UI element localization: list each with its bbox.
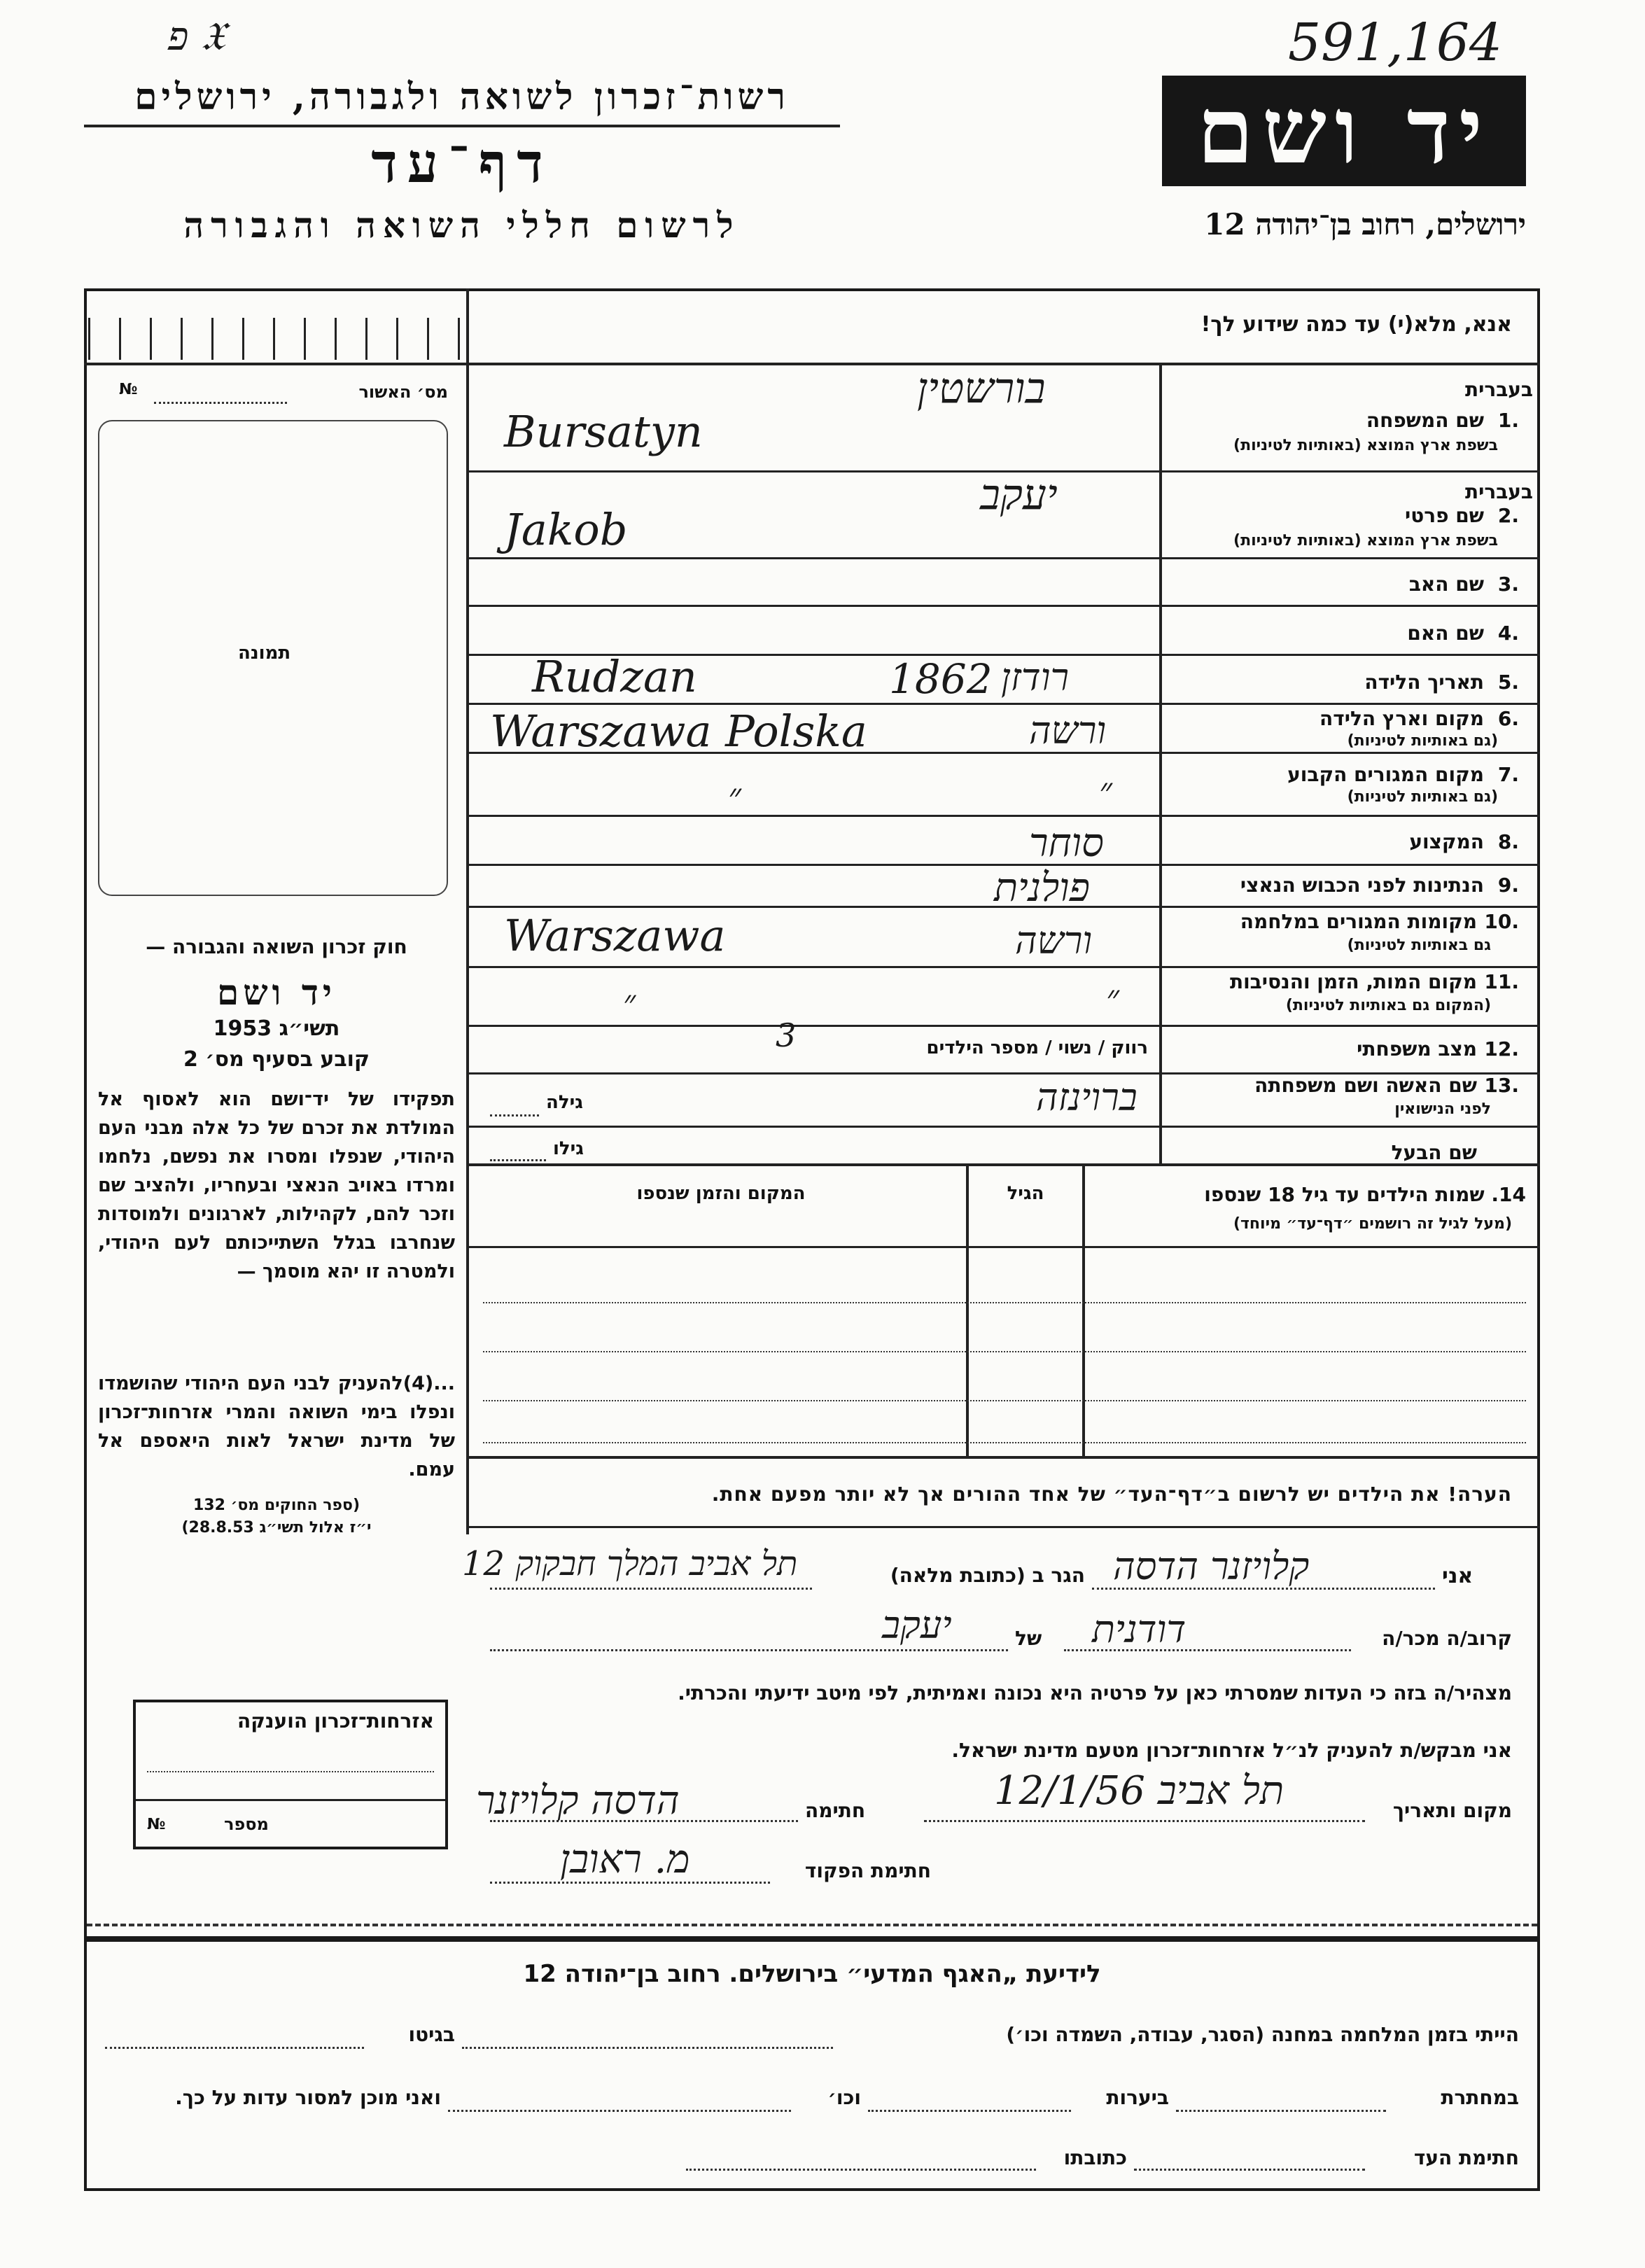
bottom-line1-a: הייתי בזמן המלחמה במחנה (הסגר, עבודה, השמדה וכו׳) xyxy=(1006,2023,1519,2046)
children-section-label: 14. שמות הילדים עד גיל 18 שנספו xyxy=(1204,1183,1526,1206)
law-text-2: ...(4)להעניק לבני העם היהודי שהושמדו ונפלו בימי השואה והמרי אזרחות־זכרון של מדינת ישראל לאות היאספם אל עמם. xyxy=(98,1373,455,1480)
note-text: הערה! את הילדים יש לרשום ב״דף־העד״ של אחד ההורים אך לא יותר מפעם אחת. xyxy=(711,1483,1512,1506)
photo-frame xyxy=(98,420,448,896)
declaration-text: מצהיר/ה בזה כי העדות שמסרתי כאן על פרטיה היא נכונה ואמיתית, לפי מיטב ידיעתי והכרתי. xyxy=(678,1681,1512,1704)
bottom-line1-dots-a xyxy=(462,2047,833,2049)
field-5-value-hebrew: רודזן xyxy=(1001,655,1070,699)
husband-age-label: גילו xyxy=(553,1138,584,1159)
note-bottom-line xyxy=(469,1526,1540,1528)
field-6-label: מקום וארץ הלידה xyxy=(1320,707,1484,730)
witness-address-line xyxy=(490,1588,812,1590)
bottom-line2-dots-c xyxy=(448,2110,791,2112)
field-13-age-line xyxy=(490,1114,539,1116)
bottom-line1-dots-b xyxy=(105,2047,364,2049)
children-col-divider-2 xyxy=(966,1166,969,1456)
field-1-value-hebrew: בורשטין xyxy=(917,364,1046,413)
children-row-2 xyxy=(483,1351,1526,1352)
law-footnote: (ספר החוקים מס׳ 132 xyxy=(192,1497,360,1514)
field-2-number: 2. xyxy=(1497,504,1519,527)
place-date-line xyxy=(924,1820,1365,1822)
field-10-number: 10. xyxy=(1484,910,1519,933)
row-line-3 xyxy=(469,605,1540,607)
children-header-line xyxy=(469,1246,1540,1248)
label-column-divider xyxy=(1159,365,1162,1163)
field-8-value-hebrew: סוחר xyxy=(1029,820,1104,866)
bottom-line3-a: חתימת העד xyxy=(1413,2146,1519,2169)
field-8-label: המקצוע xyxy=(1409,830,1484,853)
bottom-line3-b: כתובתו xyxy=(1063,2146,1127,2169)
field-7-number: 7. xyxy=(1497,763,1519,786)
relation-value: דודנית xyxy=(1092,1607,1186,1651)
field-9-number: 9. xyxy=(1497,874,1519,897)
row-line-7 xyxy=(469,815,1540,817)
field-12-label: מצב משפחתי xyxy=(1357,1037,1477,1060)
law-clause: קובע בסעיף מס׳ 2 xyxy=(183,1047,370,1072)
of-line xyxy=(490,1649,1008,1651)
witness-resides-label: הגר ב (כתובת מלאה) xyxy=(890,1564,1085,1587)
logo-text: יד ושם xyxy=(1196,77,1492,184)
field-10-sub: גם באותיות לטיניות) xyxy=(1347,937,1491,954)
of-label: של xyxy=(1015,1627,1042,1650)
corner-mark: פ 𝔛 xyxy=(168,14,225,59)
authority-name: רשות־זכרון לשואה ולגבורה, ירושלים xyxy=(134,76,790,118)
field-11-number: 11. xyxy=(1484,970,1519,993)
field-2-label: שם פרטי xyxy=(1404,504,1484,527)
citizenship-title: אזרחות־זכרון הוענקה xyxy=(237,1709,434,1732)
children-section-sub: (מעל לגיל זה רושמים ״דף־עד״ מיוחד) xyxy=(1233,1215,1512,1233)
law-title: חוק זכרון השואה והגבורה — xyxy=(146,935,407,958)
field-2-value-latin: Jakob xyxy=(504,504,628,555)
field-11-label: מקום המות, הזמן והנסיבות xyxy=(1229,970,1477,993)
citizenship-line-1 xyxy=(147,1771,434,1772)
field-12-children-count: 3 xyxy=(776,1016,797,1054)
field-11-value: ״ xyxy=(623,983,636,1022)
field-13-sub: לפני הנישואין xyxy=(1394,1100,1491,1118)
bottom-line2-dots-b xyxy=(868,2110,1071,2112)
bottom-line3-dots-a xyxy=(1134,2169,1365,2171)
header-underline xyxy=(84,125,840,127)
field-11-value-ditto: ״ xyxy=(1106,977,1119,1018)
law-text: תפקידו של יד־ושם הוא לאסוף אל המולדת את זכרם של כל אלה מבני העם היהודי, שנפלו ומסרו את נפשם, נלחמו ומרדו באויב הנאצי ובעחריו, ולהציב שם וזכר להם, לקהילות, לארגונים ולמוסדות שנחרבו בגלל השתייכותם לעם היהודי, ולמטרה זו יהא מוסמך — xyxy=(98,1088,455,1282)
field-3-number: 3. xyxy=(1497,573,1519,596)
field-6-value-latin: Warszawa Polska xyxy=(490,706,867,757)
instruction-text: אנא, מלא(י) עד כמה שידוע לך! xyxy=(1200,312,1512,337)
top-row-separator xyxy=(84,363,1540,365)
field-5-value-year: 1862 xyxy=(889,655,993,703)
place-date-value: תל אביב 12/1/56 xyxy=(994,1768,1284,1814)
bottom-dashed-separator xyxy=(87,1924,1537,1926)
relation-label: קרוב/ה מכר/ה xyxy=(1382,1627,1512,1650)
field-12-options: רווק / נשוי / מספר הילדים xyxy=(926,1037,1148,1058)
tick-marks xyxy=(88,318,463,360)
citizenship-number-mark: № xyxy=(147,1816,166,1833)
bottom-line2-d: ואני מוכן למסור עדות על כך. xyxy=(175,2086,441,2109)
field-1-label: שם המשפחה xyxy=(1366,409,1484,432)
field-9-value-hebrew: פולנית xyxy=(994,865,1090,911)
law-year: תשי״ג 1953 xyxy=(213,1016,340,1041)
law-name: יד ושם xyxy=(217,972,336,1013)
citizenship-number-label: מספר xyxy=(224,1814,269,1834)
field-6-sub: (גם באותיות לטיניות) xyxy=(1347,732,1498,750)
field-7-label: מקום המגורים הקבוע xyxy=(1287,763,1484,786)
field-7-value: ״ xyxy=(728,776,741,816)
husband-label: שם הבעל xyxy=(1391,1141,1477,1164)
bottom-title: לידיעת „האגף המדעי״ בירושלים. רחוב בן־יהודה 12 xyxy=(523,1960,1101,1988)
form-subtitle: לרשום חללי השואה והגבורה xyxy=(183,204,741,246)
place-date-label: מקום ותאריך xyxy=(1392,1799,1512,1822)
field-7-value-ditto: ״ xyxy=(1099,770,1112,811)
bottom-line2-dots-a xyxy=(1176,2110,1386,2112)
field-2-value-hebrew: יעקב xyxy=(980,470,1058,519)
field-11-sub: (המקום גם באותיות לטיניות) xyxy=(1285,997,1491,1014)
bottom-line1-b: בגיטו xyxy=(408,2023,455,2046)
field-5-label: תאריך הלידה xyxy=(1364,671,1484,694)
bottom-line2-a: במחתרת xyxy=(1441,2086,1519,2109)
field-3-label: שם האב xyxy=(1408,573,1484,596)
citizenship-divider xyxy=(136,1799,445,1801)
field-8-number: 8. xyxy=(1497,830,1519,853)
witness-address: תל אביב המלך חבקוק 12 xyxy=(462,1544,798,1583)
children-row-4 xyxy=(483,1442,1526,1443)
field-4-number: 4. xyxy=(1497,622,1519,645)
children-row-1 xyxy=(483,1302,1526,1303)
children-col-place-time: המקום והזמן שנספו xyxy=(636,1183,806,1204)
field-13-number: 13. xyxy=(1484,1074,1519,1097)
form-title: דף־עד xyxy=(371,132,553,195)
row-line-13 xyxy=(469,1126,1540,1128)
official-value: מ. ראובן xyxy=(560,1837,690,1882)
address: ירושלים, רחוב בן־יהודה 12 xyxy=(1204,207,1526,241)
witness-name: קלויזנר הדסה xyxy=(1113,1544,1310,1588)
row-line-5 xyxy=(469,703,1540,705)
approval-label: מס׳ האשור xyxy=(358,382,448,402)
of-value: יעקב xyxy=(882,1603,952,1647)
row-line-10 xyxy=(469,966,1540,968)
approval-line xyxy=(154,402,287,404)
signature-value: הדסה קלויזנר xyxy=(476,1778,680,1823)
bottom-line2-c: וכו׳ xyxy=(827,2086,861,2109)
children-bottom-line xyxy=(469,1456,1540,1459)
children-col-age: הגיל xyxy=(1007,1183,1044,1204)
yad-vashem-logo xyxy=(1162,76,1526,186)
field-1-hebrew-tag: בעברית xyxy=(1464,378,1533,401)
field-2-hebrew-tag: בעברית xyxy=(1464,480,1533,503)
field-7-sub: (גם באותיות לטיניות) xyxy=(1347,788,1498,806)
field-12-number: 12. xyxy=(1484,1037,1519,1060)
official-label: חתימת הפקוד xyxy=(804,1859,931,1882)
witness-ani: אני xyxy=(1442,1564,1474,1588)
field-13-label: שם האשה ושם משפחתה xyxy=(1254,1074,1477,1097)
signature-label: חתימה xyxy=(805,1799,866,1822)
field-5-value-latin: Rudzan xyxy=(532,651,697,702)
husband-age-line xyxy=(490,1159,546,1161)
field-6-value-hebrew: ורשה xyxy=(1029,708,1107,752)
field-1-value-latin: Bursatyn xyxy=(504,406,703,457)
field-5-number: 5. xyxy=(1497,671,1519,694)
field-9-label: הנתינות לפני הכבוש הנאצי xyxy=(1240,874,1484,897)
bottom-line2-b: ביערות xyxy=(1106,2086,1169,2109)
left-panel-separator xyxy=(466,288,469,1534)
field-1-number: 1. xyxy=(1497,409,1519,432)
field-10-label: מקומות המגורים במלחמה xyxy=(1240,910,1477,933)
field-10-value-latin: Warszawa xyxy=(504,910,726,961)
approval-number-mark: № xyxy=(119,381,138,398)
field-13-age-label: גילה xyxy=(546,1092,583,1113)
field-2-sub: בשפת ארץ המוצא (באותיות לטיניות) xyxy=(1233,532,1498,550)
field-6-number: 6. xyxy=(1497,707,1519,730)
row-line-14 xyxy=(469,1163,1540,1166)
photo-label: תמונה xyxy=(238,643,291,664)
row-line-2 xyxy=(469,557,1540,559)
field-4-label: שם האם xyxy=(1407,622,1484,645)
bottom-line3-dots-b xyxy=(686,2169,1036,2171)
law-footnote-2: י״ז אלול תשי״ג 28.8.53) xyxy=(181,1519,372,1536)
children-col-divider-1 xyxy=(1082,1166,1085,1456)
request-text: אני מבקש/ת להעניק לנ״ל אזרחות־זכרון מטעם מדינת ישראל. xyxy=(951,1739,1512,1762)
file-number: 591,164 xyxy=(1288,13,1503,73)
children-row-3 xyxy=(483,1400,1526,1401)
field-13-value-hebrew: ברוינזה xyxy=(1036,1075,1138,1119)
field-1-sub: בשפת ארץ המוצא (באותיות לטיניות) xyxy=(1233,437,1498,454)
field-10-value-hebrew: ורשה xyxy=(1015,918,1093,962)
row-line-11 xyxy=(469,1025,1540,1027)
